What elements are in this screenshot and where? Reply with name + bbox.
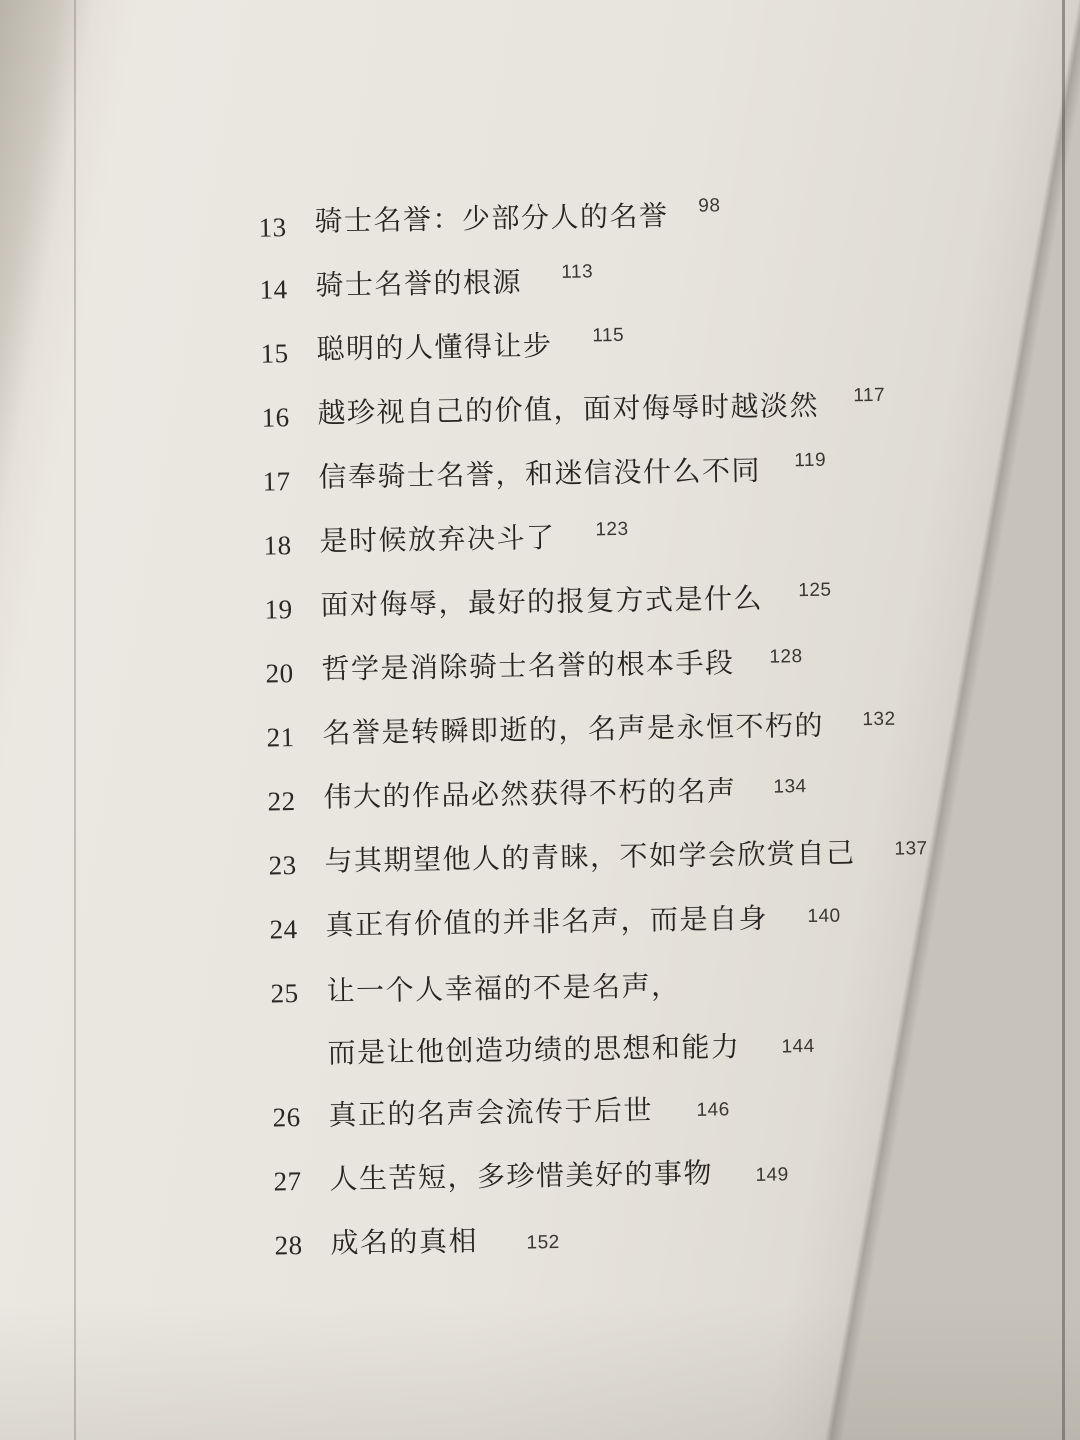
page-number: 149 [755, 1164, 789, 1186]
chapter-title: 骑士名誉：少部分人的名誉 [314, 199, 669, 238]
chapter-number: 16 [261, 402, 290, 433]
page-number: 134 [773, 776, 807, 798]
page-number: 132 [862, 708, 896, 731]
chapter-title: 面对侮辱，最好的报复方式是什么 [320, 581, 764, 622]
chapter-title: 哲学是消除骑士名誉的根本手段 [321, 646, 735, 686]
chapter-title: 聪明的人懂得让步 [316, 328, 553, 366]
chapter-title: 人生苦短，多珍惜美好的事物 [329, 1156, 714, 1196]
page-number: 137 [894, 838, 928, 860]
chapter-number: 20 [265, 658, 294, 689]
page-number: 144 [781, 1035, 815, 1058]
chapter-number: 26 [272, 1102, 301, 1133]
chapter-number: 21 [266, 722, 295, 753]
chapter-title: 伟大的作品必然获得不朽的名声 [323, 774, 737, 814]
chapter-number: 17 [262, 466, 291, 497]
page-number: 146 [696, 1099, 730, 1121]
page-number: 152 [526, 1231, 560, 1254]
chapter-title: 越珍视自己的价值，面对侮辱时越淡然 [317, 388, 820, 430]
chapter-title: 真正有价值的并非名声，而是自身 [325, 901, 769, 942]
chapter-title: 名誉是转瞬即逝的，名声是永恒不朽的 [322, 708, 825, 750]
page-number: 128 [769, 646, 803, 668]
page-number: 98 [698, 195, 721, 217]
chapter-number: 27 [273, 1166, 302, 1197]
chapter-number: 13 [258, 212, 287, 243]
chapter-number: 22 [267, 786, 296, 817]
chapter-number: 18 [263, 530, 292, 561]
chapter-title: 成名的真相 [330, 1224, 479, 1260]
chapter-number: 14 [259, 274, 288, 305]
page-number: 113 [561, 261, 594, 283]
chapter-title: 与其期望他人的青睐，不如学会欣赏自己 [324, 836, 856, 878]
page-number: 123 [595, 518, 629, 541]
chapter-number: 15 [260, 338, 289, 369]
page-number: 125 [798, 579, 832, 602]
page-number: 119 [794, 449, 827, 472]
page-number: 115 [592, 324, 625, 347]
chapter-number: 24 [269, 914, 298, 945]
chapter-number: 23 [268, 850, 297, 881]
chapter-title: 让一个人幸福的不是名声， [326, 969, 681, 1008]
chapter-number: 28 [274, 1230, 303, 1261]
chapter-title: 信奉骑士名誉，和迷信没什么不同 [318, 453, 762, 494]
chapter-number: 19 [264, 594, 293, 625]
chapter-title: 骑士名誉的根源 [315, 265, 523, 302]
chapter-title: 是时候放弃决斗了 [319, 520, 556, 558]
chapter-title-line2: 而是让他创造功绩的思想和能力 [327, 1030, 741, 1070]
chapter-title: 真正的名声会流传于后世 [328, 1093, 654, 1132]
page-number: 117 [853, 384, 886, 407]
chapter-number: 25 [270, 978, 299, 1009]
page-number: 140 [807, 905, 841, 928]
